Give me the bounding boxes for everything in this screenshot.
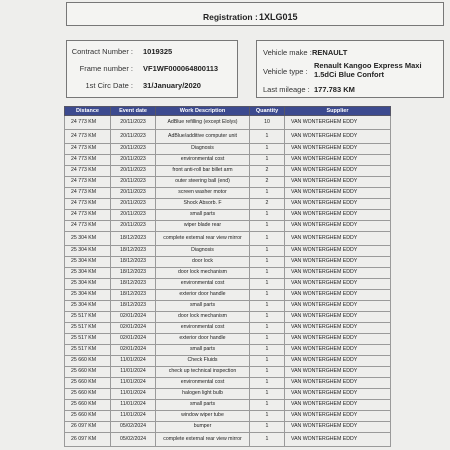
work-description-cell: door lock mechanism <box>156 268 250 279</box>
table-row <box>65 221 391 232</box>
event-date-cell: 20/11/2023 <box>111 166 156 177</box>
supplier-cell: VAN WONTERGHEM EDDY <box>285 433 391 447</box>
supplier-cell: VAN WONTERGHEM EDDY <box>285 345 391 356</box>
quantity-cell: 1 <box>250 334 285 345</box>
distance-cell: 25 304 KM <box>65 301 111 312</box>
table-row <box>65 323 391 334</box>
quantity-cell: 1 <box>250 367 285 378</box>
work-description-cell: check up technical inspection <box>156 367 250 378</box>
quantity-cell: 1 <box>250 290 285 301</box>
supplier-cell: VAN WONTERGHEM EDDY <box>285 323 391 334</box>
supplier-cell: VAN WONTERGHEM EDDY <box>285 279 391 290</box>
event-date-cell: 11/01/2024 <box>111 378 156 389</box>
table-row <box>65 356 391 367</box>
table-row <box>65 268 391 279</box>
work-description-cell: environmental cost <box>156 279 250 290</box>
distance-cell: 25 517 KM <box>65 334 111 345</box>
supplier-cell: VAN WONTERGHEM EDDY <box>285 389 391 400</box>
supplier-cell: VAN WONTERGHEM EDDY <box>285 367 391 378</box>
work-description-cell: exterior door handle <box>156 290 250 301</box>
first-circ-date-value: 31/January/2020 <box>143 81 201 90</box>
event-date-cell: 02/01/2024 <box>111 345 156 356</box>
supplier-cell: VAN WONTERGHEM EDDY <box>285 177 391 188</box>
supplier-cell: VAN WONTERGHEM EDDY <box>285 221 391 232</box>
distance-cell: 25 660 KM <box>65 356 111 367</box>
table-row <box>65 116 391 130</box>
quantity-cell: 1 <box>250 312 285 323</box>
event-date-cell: 20/11/2023 <box>111 155 156 166</box>
quantity-cell: 1 <box>250 345 285 356</box>
table-row <box>65 210 391 221</box>
event-date-cell: 05/02/2024 <box>111 433 156 447</box>
distance-cell: 26 097 KM <box>65 433 111 447</box>
event-date-cell: 11/01/2024 <box>111 367 156 378</box>
distance-cell: 24 773 KM <box>65 221 111 232</box>
last-mileage-label: Last mileage : <box>263 85 310 94</box>
work-description-cell: environmental cost <box>156 378 250 389</box>
event-date-cell: 11/01/2024 <box>111 356 156 367</box>
table-row <box>65 378 391 389</box>
table-row <box>65 389 391 400</box>
work-description-cell: environmental cost <box>156 155 250 166</box>
table-row <box>65 334 391 345</box>
supplier-cell: VAN WONTERGHEM EDDY <box>285 422 391 433</box>
event-date-cell: 11/01/2024 <box>111 411 156 422</box>
event-date-cell: 05/02/2024 <box>111 422 156 433</box>
registration-label: Registration : <box>203 12 258 22</box>
quantity-cell: 1 <box>250 400 285 411</box>
registration-box <box>66 2 444 26</box>
table-row <box>65 279 391 290</box>
table-row <box>65 433 391 447</box>
distance-cell: 24 773 KM <box>65 155 111 166</box>
quantity-cell: 1 <box>250 279 285 290</box>
table-row <box>65 411 391 422</box>
distance-cell: 25 517 KM <box>65 312 111 323</box>
work-description-cell: door lock <box>156 257 250 268</box>
work-description-cell: outer steering ball (end) <box>156 177 250 188</box>
event-date-cell: 20/11/2023 <box>111 199 156 210</box>
column-header-quantity: Quantity <box>250 107 285 116</box>
quantity-cell: 1 <box>250 188 285 199</box>
distance-cell: 24 773 KM <box>65 177 111 188</box>
event-date-cell: 20/11/2023 <box>111 144 156 155</box>
work-description-cell: AdBlue/additive computer unit <box>156 130 250 144</box>
quantity-cell: 1 <box>250 232 285 246</box>
supplier-cell: VAN WONTERGHEM EDDY <box>285 378 391 389</box>
distance-cell: 24 773 KM <box>65 188 111 199</box>
distance-cell: 25 304 KM <box>65 290 111 301</box>
distance-cell: 24 773 KM <box>65 210 111 221</box>
work-description-cell: wiper blade rear <box>156 221 250 232</box>
work-description-cell: front anti-roll bar billet arm <box>156 166 250 177</box>
work-description-cell: screen washer motor <box>156 188 250 199</box>
contract-number-label: Contract Number : <box>71 47 133 56</box>
supplier-cell: VAN WONTERGHEM EDDY <box>285 116 391 130</box>
distance-cell: 25 660 KM <box>65 411 111 422</box>
event-date-cell: 20/11/2023 <box>111 177 156 188</box>
event-date-cell: 18/12/2023 <box>111 279 156 290</box>
work-description-cell: door lock mechanism <box>156 312 250 323</box>
distance-cell: 24 773 KM <box>65 166 111 177</box>
table-row <box>65 177 391 188</box>
quantity-cell: 1 <box>250 378 285 389</box>
distance-cell: 24 773 KM <box>65 199 111 210</box>
contract-info-box <box>66 40 238 98</box>
table-header-row <box>65 107 391 116</box>
table-row <box>65 290 391 301</box>
vehicle-type-label: Vehicle type : <box>263 67 308 76</box>
distance-cell: 25 660 KM <box>65 378 111 389</box>
event-date-cell: 18/12/2023 <box>111 257 156 268</box>
vehicle-make-value: RENAULT <box>312 48 348 57</box>
distance-cell: 25 304 KM <box>65 279 111 290</box>
supplier-cell: VAN WONTERGHEM EDDY <box>285 268 391 279</box>
event-date-cell: 11/01/2024 <box>111 400 156 411</box>
column-header-event-date: Event date <box>111 107 156 116</box>
distance-cell: 25 517 KM <box>65 323 111 334</box>
quantity-cell: 1 <box>250 155 285 166</box>
quantity-cell: 1 <box>250 323 285 334</box>
quantity-cell: 1 <box>250 433 285 447</box>
table-row <box>65 155 391 166</box>
quantity-cell: 2 <box>250 177 285 188</box>
vehicle-info-box <box>256 40 444 98</box>
supplier-cell: VAN WONTERGHEM EDDY <box>285 301 391 312</box>
distance-cell: 25 304 KM <box>65 246 111 257</box>
quantity-cell: 1 <box>250 389 285 400</box>
event-date-cell: 18/12/2023 <box>111 268 156 279</box>
event-date-cell: 02/01/2024 <box>111 334 156 345</box>
quantity-cell: 1 <box>250 257 285 268</box>
event-date-cell: 02/01/2024 <box>111 312 156 323</box>
quantity-cell: 1 <box>250 210 285 221</box>
work-description-cell: Shock Absorb. F <box>156 199 250 210</box>
quantity-cell: 1 <box>250 301 285 312</box>
supplier-cell: VAN WONTERGHEM EDDY <box>285 210 391 221</box>
distance-cell: 24 773 KM <box>65 130 111 144</box>
table-row <box>65 199 391 210</box>
work-description-cell: small parts <box>156 345 250 356</box>
table-row <box>65 166 391 177</box>
supplier-cell: VAN WONTERGHEM EDDY <box>285 290 391 301</box>
event-date-cell: 20/11/2023 <box>111 221 156 232</box>
supplier-cell: VAN WONTERGHEM EDDY <box>285 232 391 246</box>
event-date-cell: 11/01/2024 <box>111 389 156 400</box>
supplier-cell: VAN WONTERGHEM EDDY <box>285 155 391 166</box>
quantity-cell: 2 <box>250 166 285 177</box>
distance-cell: 25 304 KM <box>65 257 111 268</box>
quantity-cell: 10 <box>250 116 285 130</box>
quantity-cell: 1 <box>250 411 285 422</box>
column-header-work-description: Work Description <box>156 107 250 116</box>
quantity-cell: 1 <box>250 422 285 433</box>
quantity-cell: 1 <box>250 221 285 232</box>
frame-number-label: Frame number : <box>79 64 133 73</box>
column-header-distance: Distance <box>65 107 111 116</box>
work-description-cell: small parts <box>156 210 250 221</box>
work-description-cell: complete external rear view mirror <box>156 232 250 246</box>
distance-cell: 25 304 KM <box>65 232 111 246</box>
quantity-cell: 1 <box>250 246 285 257</box>
work-description-cell: Check Fluids <box>156 356 250 367</box>
last-mileage-value: 177.783 KM <box>314 85 355 94</box>
vehicle-type-value-line1: Renault Kangoo Express Maxi <box>314 61 422 70</box>
table-row <box>65 144 391 155</box>
table-row <box>65 301 391 312</box>
supplier-cell: VAN WONTERGHEM EDDY <box>285 144 391 155</box>
distance-cell: 26 097 KM <box>65 422 111 433</box>
vehicle-type-value-line2: 1.5dCi Blue Confort <box>314 70 385 79</box>
supplier-cell: VAN WONTERGHEM EDDY <box>285 246 391 257</box>
quantity-cell: 1 <box>250 144 285 155</box>
supplier-cell: VAN WONTERGHEM EDDY <box>285 130 391 144</box>
table-row <box>65 400 391 411</box>
supplier-cell: VAN WONTERGHEM EDDY <box>285 312 391 323</box>
supplier-cell: VAN WONTERGHEM EDDY <box>285 356 391 367</box>
supplier-cell: VAN WONTERGHEM EDDY <box>285 199 391 210</box>
work-description-cell: Diagnosis <box>156 246 250 257</box>
event-date-cell: 18/12/2023 <box>111 246 156 257</box>
work-description-cell: small parts <box>156 301 250 312</box>
table-row <box>65 257 391 268</box>
quantity-cell: 1 <box>250 356 285 367</box>
work-description-cell: Diagnosis <box>156 144 250 155</box>
table-row <box>65 422 391 433</box>
column-header-supplier: Supplier <box>285 107 391 116</box>
work-description-cell: bumper <box>156 422 250 433</box>
distance-cell: 25 660 KM <box>65 400 111 411</box>
vehicle-make-label: Vehicle make : <box>263 48 312 57</box>
work-description-cell: complete external rear view mirror <box>156 433 250 447</box>
distance-cell: 25 517 KM <box>65 345 111 356</box>
first-circ-date-label: 1st Circ Date : <box>85 81 133 90</box>
supplier-cell: VAN WONTERGHEM EDDY <box>285 334 391 345</box>
event-date-cell: 02/01/2024 <box>111 323 156 334</box>
work-description-cell: AdBlue refilling (except Elolys) <box>156 116 250 130</box>
distance-cell: 25 660 KM <box>65 367 111 378</box>
work-description-cell: small parts <box>156 400 250 411</box>
event-date-cell: 20/11/2023 <box>111 210 156 221</box>
quantity-cell: 2 <box>250 199 285 210</box>
table-row <box>65 312 391 323</box>
supplier-cell: VAN WONTERGHEM EDDY <box>285 400 391 411</box>
work-description-cell: exterior door handle <box>156 334 250 345</box>
distance-cell: 25 660 KM <box>65 389 111 400</box>
work-description-cell: halogen light bulb <box>156 389 250 400</box>
table-row <box>65 345 391 356</box>
table-row <box>65 130 391 144</box>
table-row <box>65 188 391 199</box>
quantity-cell: 1 <box>250 130 285 144</box>
frame-number-value: VF1WF000064800113 <box>143 64 219 73</box>
registration-value: 1XLG015 <box>259 12 298 22</box>
event-date-cell: 18/12/2023 <box>111 301 156 312</box>
quantity-cell: 1 <box>250 268 285 279</box>
supplier-cell: VAN WONTERGHEM EDDY <box>285 166 391 177</box>
distance-cell: 25 304 KM <box>65 268 111 279</box>
supplier-cell: VAN WONTERGHEM EDDY <box>285 411 391 422</box>
event-date-cell: 20/11/2023 <box>111 116 156 130</box>
distance-cell: 24 773 KM <box>65 116 111 130</box>
distance-cell: 24 773 KM <box>65 144 111 155</box>
work-description-cell: window wiper tube <box>156 411 250 422</box>
maintenance-history-table <box>64 106 391 447</box>
supplier-cell: VAN WONTERGHEM EDDY <box>285 257 391 268</box>
work-description-cell: environmental cost <box>156 323 250 334</box>
event-date-cell: 20/11/2023 <box>111 130 156 144</box>
table-row <box>65 367 391 378</box>
event-date-cell: 18/12/2023 <box>111 290 156 301</box>
event-date-cell: 20/11/2023 <box>111 188 156 199</box>
event-date-cell: 18/12/2023 <box>111 232 156 246</box>
contract-number-value: 1019325 <box>143 47 173 56</box>
supplier-cell: VAN WONTERGHEM EDDY <box>285 188 391 199</box>
table-row <box>65 246 391 257</box>
table-row <box>65 232 391 246</box>
